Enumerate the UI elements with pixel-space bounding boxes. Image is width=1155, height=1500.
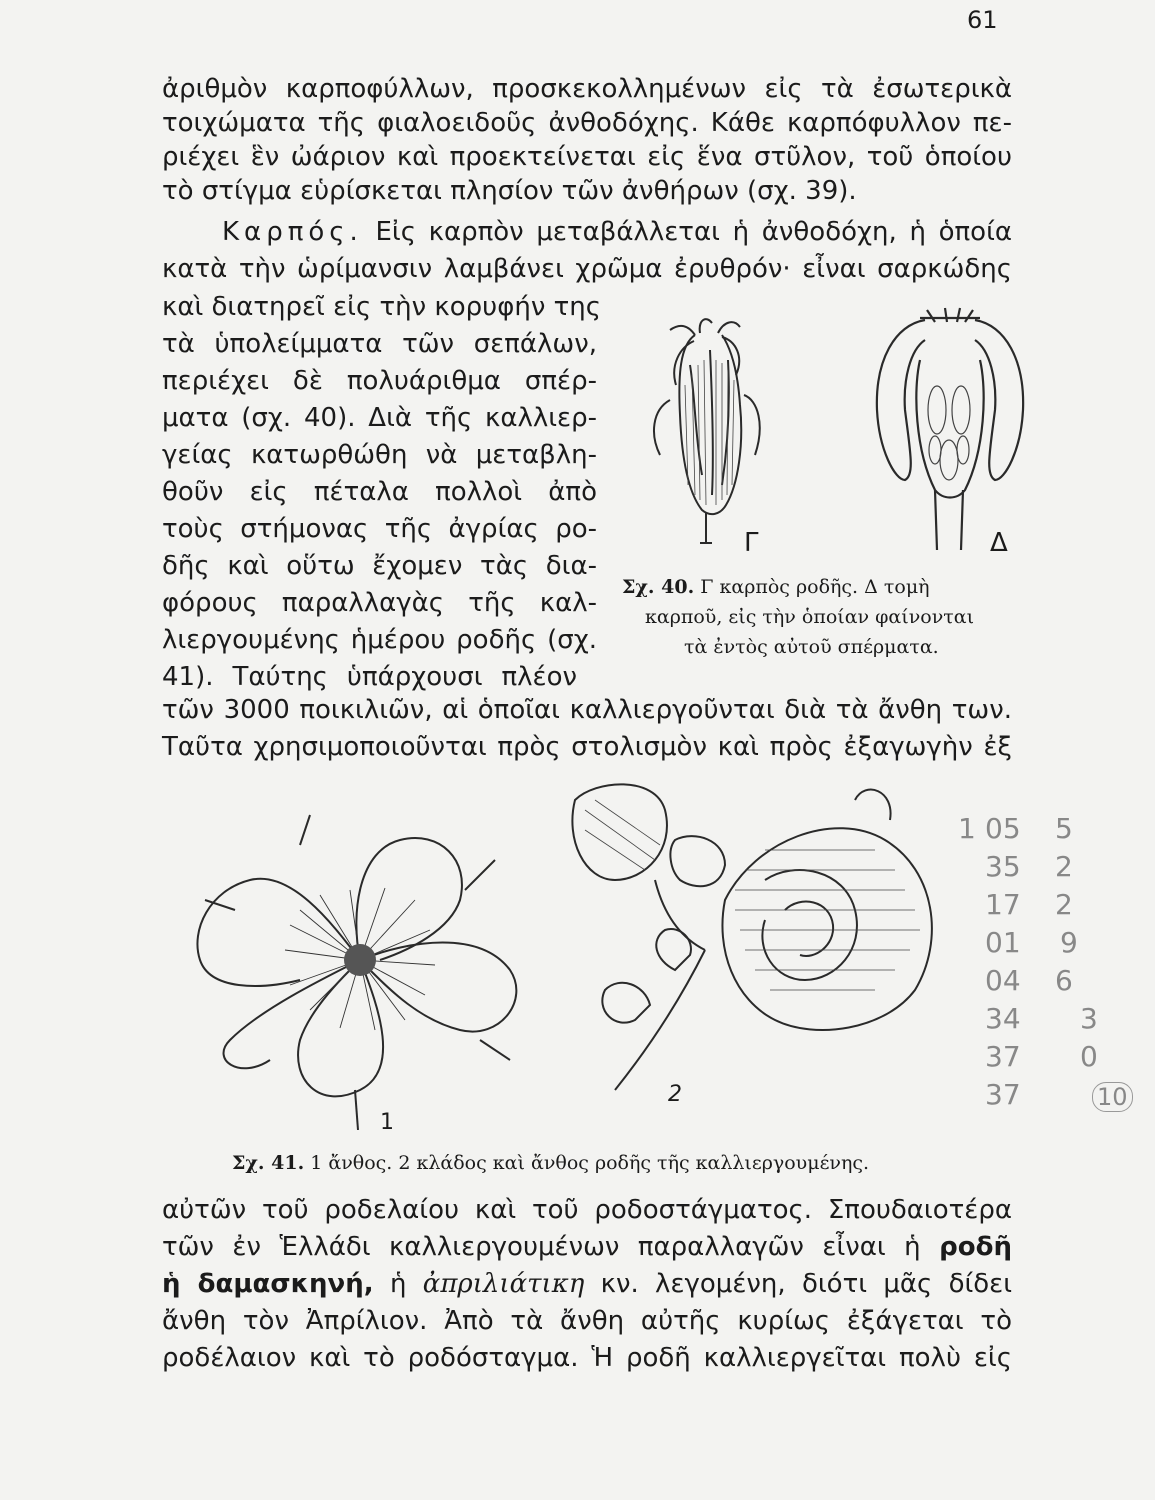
text-line	[222, 215, 1012, 249]
caption-number: Σχ. 40.	[622, 576, 695, 598]
section-heading: Καρπός.	[222, 217, 363, 247]
handwritten-note: 6	[1055, 964, 1073, 997]
handwritten-note: 10	[1092, 1082, 1133, 1112]
text-line: λιεργουμένης ἡμέρου ροδῆς (σχ.	[162, 625, 597, 655]
text-line	[162, 1267, 1012, 1301]
text-line: δῆς καὶ οὕτω ἔχομεν τὰς δια-	[162, 551, 597, 581]
caption-number: Σχ. 41.	[232, 1152, 305, 1174]
figure-label: 2	[668, 1082, 682, 1107]
figure-label: 1	[380, 1110, 394, 1135]
text-line: Ταῦτα χρησιμοποιοῦνται πρὸς στολισμὸν καὶ πρὸς ἐξαγωγὴν ἐξ	[162, 732, 1012, 762]
wild-rose-flower-illustration	[180, 800, 550, 1130]
handwritten-note: 04	[985, 964, 1021, 997]
handwritten-note: 01	[985, 926, 1021, 959]
handwritten-note: 34	[985, 1002, 1021, 1035]
figure-caption	[622, 574, 930, 600]
caption-text: Γ καρπὸς ροδῆς. Δ τομὴ	[700, 576, 930, 598]
figure-caption: τὰ ἐντὸς αὐτοῦ σπέρματα.	[684, 636, 939, 658]
handwritten-note: 1	[958, 812, 976, 845]
text-line: 41). Ταύτης ὑπάρχουσι πλέον	[162, 662, 577, 692]
handwritten-note: 3	[1080, 1002, 1098, 1035]
bold-term: ἡ δαμασκηνή,	[162, 1269, 374, 1299]
handwritten-note: 2	[1055, 888, 1073, 921]
text-line: ἀριθμὸν καρποφύλλων, προσκεκολλημένων εἰς τὰ ἐσωτερικὰ	[162, 74, 1012, 104]
text-line: τὰ ὑπολείμματα τῶν σεπάλων,	[162, 329, 597, 359]
figure-label: Γ	[744, 528, 759, 558]
text-line: ἄνθη τὸν Ἀπρίλιον. Ἀπὸ τὰ ἄνθη αὐτῆς κυρίως ἐξάγεται τὸ	[162, 1306, 1012, 1336]
text-line: τοιχώματα τῆς φιαλοειδοῦς ἀνθοδόχης. Κάθε καρπόφυλλον πε-	[162, 108, 1012, 138]
handwritten-note: 37	[985, 1078, 1021, 1111]
handwritten-note: 5	[1055, 812, 1073, 845]
text-line: θοῦν εἰς πέταλα πολλοὶ ἀπὸ	[162, 477, 597, 507]
text-line: γείας κατωρθώθη νὰ μεταβλη-	[162, 440, 597, 470]
text-line: αὐτῶν τοῦ ροδελαίου καὶ τοῦ ροδοστάγματος. Σπουδαιοτέρα	[162, 1195, 1012, 1225]
handwritten-note: 35	[985, 850, 1021, 883]
text-line: καὶ διατηρεῖ εἰς τὴν κορυφήν της	[162, 292, 602, 322]
text-line: ματα (σχ. 40). Διὰ τῆς καλλιερ-	[162, 403, 597, 433]
page-number: 61	[967, 6, 998, 34]
handwritten-note: 2	[1055, 850, 1073, 883]
caption-text: 1 ἄνθος. 2 κλάδος καὶ ἄνθος ροδῆς τῆς καλλιεργουμένης.	[310, 1152, 870, 1174]
figure-caption: καρποῦ, εἰς τὴν ὁποίαν φαίνονται	[645, 606, 975, 628]
figure-label: Δ	[990, 528, 1008, 558]
italic-term: ἀπριλιάτικη	[422, 1269, 585, 1299]
handwritten-note: 05	[985, 812, 1021, 845]
text-span: κν. λεγομένη, διότι μᾶς δίδει	[600, 1269, 1013, 1299]
bold-term: ροδῆ	[939, 1232, 1012, 1262]
text-line: περιέχει δὲ πολυάριθμα σπέρ-	[162, 366, 597, 396]
text-line: ριέχει ἓν ὠάριον καὶ προεκτείνεται εἰς ἕνα στῦλον, τοῦ ὁποίου	[162, 142, 1012, 172]
handwritten-note: 9	[1060, 926, 1078, 959]
text-line: ροδέλαιον καὶ τὸ ροδόσταγμα. Ἡ ροδῆ καλλιεργεῖται πολὺ εἰς	[162, 1343, 1012, 1373]
text-line: τῶν 3000 ποικιλιῶν, αἱ ὁποῖαι καλλιεργοῦνται διὰ τὰ ἄνθη των.	[162, 695, 1012, 725]
text-line: τὸ στίγμα εὑρίσκεται πλησίον τῶν ἀνθήρων (σχ. 39).	[162, 176, 857, 206]
text-span: ἡ	[389, 1269, 407, 1299]
text-span: Εἰς καρπὸν μεταβάλλεται ἡ ἀνθοδόχη, ἡ ὁποία	[375, 217, 1013, 247]
handwritten-note: 37	[985, 1040, 1021, 1073]
rose-hip-section-illustration	[865, 300, 1035, 570]
cultivated-rose-branch-illustration	[535, 770, 955, 1120]
rose-hip-illustration	[640, 305, 775, 565]
text-line	[162, 1230, 1012, 1264]
text-line: τοὺς στήμονας τῆς ἀγρίας ρο-	[162, 514, 597, 544]
figure-caption	[232, 1150, 869, 1176]
text-line: φόρους παραλλαγὰς τῆς καλ-	[162, 588, 597, 618]
handwritten-note: 17	[985, 888, 1021, 921]
handwritten-note: 0	[1080, 1040, 1098, 1073]
text-line: κατὰ τὴν ὡρίμανσιν λαμβάνει χρῶμα ἐρυθρόν· εἶναι σαρκώδης	[162, 254, 1012, 284]
text-span: τῶν ἐν Ἑλλάδι καλλιεργουμένων παραλλαγῶν εἶναι ἡ	[162, 1232, 921, 1262]
